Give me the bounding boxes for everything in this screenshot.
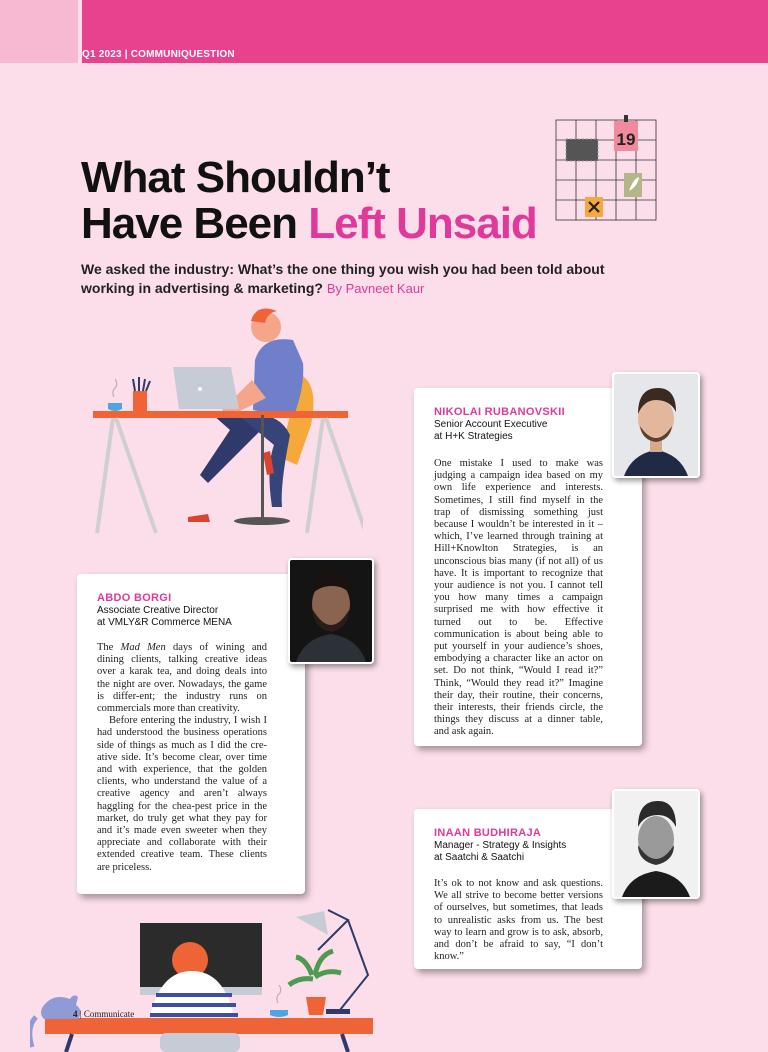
title-accent: Left Unsaid [308,199,537,248]
profile-role-title: Associate Creative Director [97,605,219,616]
portrait-abdo [288,558,374,664]
title-line-1: What Shouldn’t [81,153,390,202]
profile-card-inaan [414,809,642,969]
answer-paragraph: One mistake I used to make was judging a campaign idea based on my own life experience and interests. Sometimes, I still find myself in the trap of dismissing something just because I wouldn’t be interested in it – which, I’ve learned through training at Hill+Knowlton Strategies, is an unconscious bias many (if not all) of us have. It is important to recognize that your audience is not you. I cannot tell you how many times a campaign surprised me with how effective it turned out to be. Effective communication is about being able to put yourself in your audience’s shoes, embodying a character like an actor on set. Do not think, “Would I read it?” Think, “Would they read it?” Imagine their day, their routine, their concerns, their interests, their friends circle, the things they discuss at a dinner table, and ask again. [434,458,603,738]
calendar-date: 19 [616,130,636,149]
answer-paragraph-2: Before entering the industry, I wish I had understood the business operations side of things as much as I did the cre-ative side. It’s become clear, over time and with experience, that the golden clients, who understand the value of a creative agency and aren’t always haggling for the chea-pest price in the market, do truly get what they pay for and it’s made even sweeter when they appreciate and collaborate with their extended creative team. These clients are priceless. [97,715,267,873]
profile-role [97,605,232,629]
section-label: Q1 2023 | COMMUNIQUESTION [82,49,235,60]
profile-name: NIKOLAI RUBANOVSKII [434,406,565,418]
profile-role [434,840,566,864]
title-line-2: Have Been [81,199,309,248]
profile-card-abdo [77,574,305,894]
portrait-inaan [612,789,700,899]
profile-role-title: Manager - Strategy & Insights [434,840,567,851]
article-deck [81,260,641,298]
portrait-nikolai [612,372,700,478]
calendar-grid-icon [554,115,658,223]
byline: By Pavneet Kaur [326,281,425,296]
page-footer: 4 | Communicate [73,1009,135,1019]
desk-bottom-illustration [30,905,380,1052]
profile-role-company: at H+K Strategies [434,431,513,442]
profile-name: ABDO BORGI [97,592,172,604]
profile-role-title: Senior Account Executive [434,419,548,430]
publication-name: Communicate [83,1009,135,1019]
profile-answer [97,642,267,874]
answer-paragraph-1: The Mad Men days of wining and dining clients, talking creative ideas over a karak tea, and doing deals into the night are over. Nowadays, the game is differ-ent; the industry runs on commercials more than creativity. [97,642,268,715]
profile-answer [434,878,603,963]
profile-role-company: at VMLY&R Commerce MENA [97,617,232,628]
profile-answer [434,458,603,739]
page-number: 4 [73,1009,78,1019]
answer-paragraph: It’s ok to not know and ask questions. We all strive to become better versions of ourselves, but sometimes, that leads to unrealistic asks from us. The best way to learn and grow is to ask, absorb, and don’t be afraid to say, “I don’t know.” [434,878,603,963]
article-title [81,155,537,247]
deck-text: We asked the industry: What’s the one thing you wish you had been told about working in advertising & marketing? [81,261,605,296]
profile-role-company: at Saatchi & Saatchi [434,852,525,863]
profile-name: INAAN BUDHIRAJA [434,827,542,839]
mad-men-title: Mad Men [120,642,166,653]
profile-role [434,419,547,443]
desk-worker-illustration [88,305,363,540]
profile-card-nikolai [414,388,642,746]
header-accent-block [0,0,78,63]
